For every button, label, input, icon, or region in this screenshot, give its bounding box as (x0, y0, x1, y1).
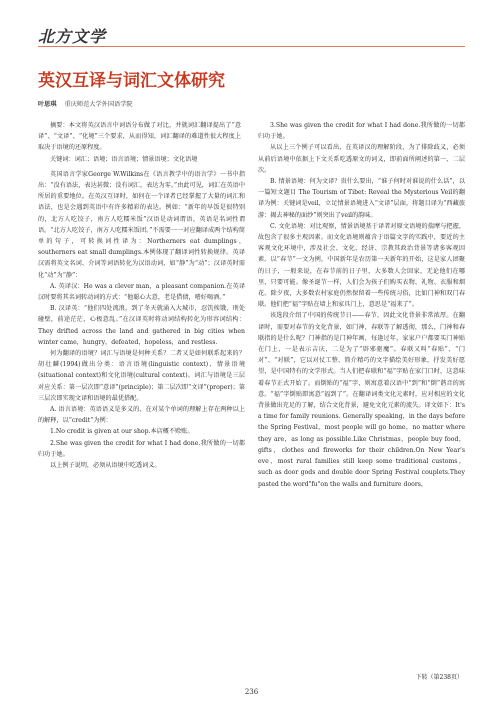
continuation-note: 下转（第238页） (415, 674, 463, 681)
body-paragraph: C. 文化语境：对比观察，情景语境基于译者对原文语境的揣摩与把握，故包含了很多主观因素。而文化语境则蕴含于语篇文字的实践中，要近的主客观文化环境中，涉及社会、文化、经济、宗教其政治背景等诸多客观因素。以“春节”一文为例，中国新年是农历第一天新年的开始，这是家人团聚的日子，一般来说，在春节前的日子里，大多数人会回家，无论他们在哪里，只要可能。像圣诞节一样，人们会为孩子们购买衣物、礼物、衣服和烟花。除夕夜，大多数农村家庭仍然保留着一些传统习俗，比如门神和双门春联。他们把“福”字贴在墙上和家具门上，意思是“福来了”。 (258, 222, 465, 309)
author-name: 叶思琪 (38, 101, 57, 108)
body-paragraph: 英国语言学家George W.Wilkins在《语言教学中的语言学》一书中指出：“没有语法，表达甚微；没有词汇，表达为零。”由此可见，词汇在英语中所居的重要地位。在英汉互译时，如何在一个译者已经掌握了大量的词汇和语法，也是会遇到英语中有许多精彩的表达。例如：“新年的早饭是很特别的，北方人吃饺子，南方人吃糯米饭”汉语是动词谓语，英语是名词性谓语。“北方人吃饺子，南方人吃糯米饭团。”不需要一一对应翻译成两个结构简单的句子，可转换词性译为：Northerners eat dumplings，southerners eat small dumplings.本例体现了翻译词性转换规律。英译汉需将英文名词、介词等词语转化为汉语动词，如“静”为“动”；汉译英时需化“动”为“静”： (38, 170, 245, 279)
author-affiliation: 重庆师范大学外国语学院 (64, 101, 133, 108)
body-paragraph: 该选段介绍了中国的传统节日——春节，因此文化背景非常浓厚。在翻译时，需要对春节的文化背景，如门神，春联等了解透彻，那么，门神和春联指的是什么呢？门神指的是门神年画，每逢过年，家家户户都要买门神贴在门上，一是表示吉庆，二是为了“辟邪驱魔”。春联又叫“春贴”、“门对”、“对联”，它以对仗工整、简介精巧的文字描绘美好形象，抒发美好愿望，是中国特有的文学形式。当人们把春联和“福”字贴在家门口时，这意味着春节正式开始了。而倒贴的“福”字，则寓意着汉语中“到”和“倒”谐音的寓意。“福”字倒贴即寓意“福到了”。在翻译词类文化元素时，应对相应的文化背景做出充足的了解，结合文化背景，避免文化元素的流失。译文如下：It's a time for family reunions. Generally speaking，in the days before the Spring Festival，most people will go home，no matter where they are，as long as possible.Like Christmas，people buy food，gifts，clothes and fireworks for their children.On New Year's eve，most rural families still keep some traditional customs，such as door gods and double door Spring Festival couplets.They pasted the word"fu"on the walls and furniture doors， (258, 312, 465, 488)
body-paragraph: B. 汉译英：“他们四处流浪，到了冬天就涌入大城市，忍饥挨饿，刑处碰壁，前途茫茫，心极意乱。”在汉译英时将动词结构转化为形容词结构：They drifted across the land and gathered in big cities when winter came，hungry，defeated，hopeless，and restless. (38, 305, 245, 346)
example-line: 1.No credit is given at our shop.本店概不赊账。 (50, 428, 194, 436)
article-title: 英汉互译与词汇文体研究 (38, 71, 225, 91)
author-line (38, 99, 133, 108)
journal-logo: 北方文学 (38, 27, 107, 46)
example-line: 3.She was given the credit for what I had done.我所做的一切都归功于她。 (258, 122, 465, 141)
body-paragraph: 以上例子说明，必须从语境中吃透词义。 (50, 462, 161, 470)
body-paragraph: A. 英译汉：He was a clever man，a pleasant companion.在英译汉时要将其名词转动词的方式：“他聪心大意，老是借债，嗜好喝酒。” (38, 282, 245, 302)
right-column (258, 120, 465, 490)
body-paragraph: A. 语言语境：英语语义是多义的，在对某个单词的理解上存在两种以上的解释，以“credit”为例： (38, 406, 245, 425)
body-paragraph: 何为翻译的语境？词汇与语境是何种关系？二者又是如何联系起来的？胡壮麟(1994)做出分类：语言语境(linguistic context)、情景语境(situational context)和文化语境(cultural context)。词汇与语境是三层对应关系：第一层次即“意译”(principle)；第二层次即“文译”(proper)；第三层次即实现文译和语境的最优搭配。 (38, 350, 245, 402)
page-number: 236 (244, 688, 259, 696)
header-rule (38, 46, 465, 47)
keywords: 关键词：词汇；语境；语言语境；情景语境；文化语境 (50, 155, 198, 163)
example-line: 2.She was given the credit for what I had done.我所做的一切都归功于她。 (38, 439, 245, 458)
body-paragraph: B. 情景语境：何为文译？贵什么要出，“谁子何时对谁说的什么话”，以一篇短文题目 The Tourism of Tibet: Reveal the Mysterious Veil的翻译为例：关键词是veil，立足情景语境进入“文译”层面，将题目译为“西藏旅游：揭去神秘的面纱”则突出了veil的韵味。 (258, 178, 465, 219)
body-paragraph: 从以上三个例子可以看出，在英译汉的理解阶段，为了排除歧义，必须从前后语境中依据上下文关系吃透原文的词义，即前面所阐述的第一、二层次。 (258, 144, 465, 174)
left-column (38, 120, 245, 471)
abstract: 摘要：本文将英汉语言中词语分布做了对比，并就词汇翻译提出了“意译”、“文译”、“化境”三个要求，从而得知，词汇翻译的难道性很大程度上取决于语境的还原程度。 (38, 122, 241, 152)
